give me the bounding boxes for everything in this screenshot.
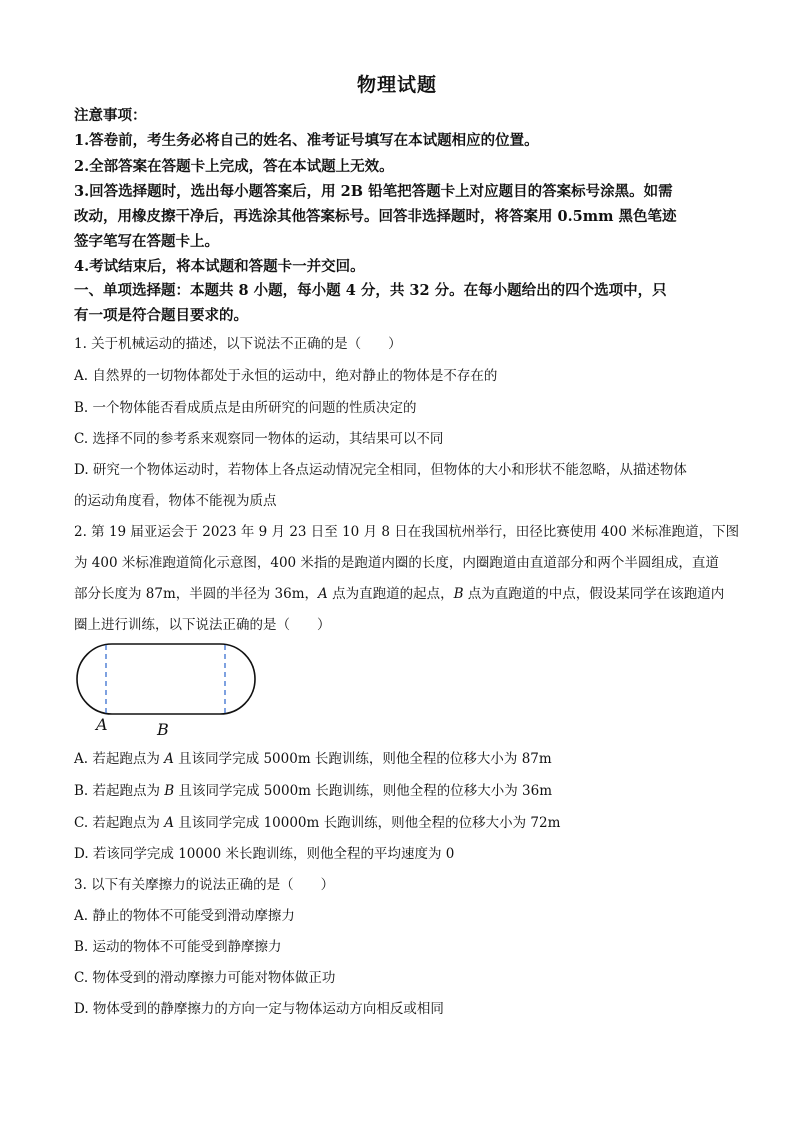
notice-item: 1.答卷前，考生务必将自己的姓名、准考证号填写在本试题相应的位置。 xyxy=(74,132,539,149)
question-1-option-d: D. 研究一个物体运动时，若物体上各点运动情况完全相同，但物体的大小和形状不能忽略，从描述物体 xyxy=(74,462,687,478)
question-2-stem: 圈上进行训练，以下说法正确的是（ ） xyxy=(74,617,331,633)
notice-item: 3.回答选择题时，选出每小题答案后，用 2B 铅笔把答题卡上对应题目的答案标号涂黑。如需 xyxy=(74,183,673,200)
question-1-option-b: B. 一个物体能否看成质点是由所研究的问题的性质决定的 xyxy=(74,400,417,416)
question-2-stem: 为 400 米标准跑道简化示意图，400 米指的是跑道内圈的长度，内圈跑道由直道部分和两个半圆组成，直道 xyxy=(74,555,719,571)
question-3-option-d: D. 物体受到的静摩擦力的方向一定与物体运动方向相反或相同 xyxy=(74,1001,444,1017)
question-3-option-b: B. 运动的物体不可能受到静摩擦力 xyxy=(74,939,282,955)
track-outline xyxy=(77,644,255,714)
point-a-label: A xyxy=(96,715,108,734)
page-title: 物理试题 xyxy=(356,74,437,96)
question-1-stem: 1. 关于机械运动的描述，以下说法不正确的是（ ） xyxy=(74,336,402,352)
notice-item: 改动，用橡皮擦干净后，再选涂其他答案标号。回答非选择题时，将答案用 0.5mm 黑色笔迹 xyxy=(74,208,677,225)
section-heading: 一、单项选择题：本题共 8 小题，每小题 4 分，共 32 分。在每小题给出的四个选项中，只 xyxy=(74,282,667,299)
question-1-option-c: C. 选择不同的参考系来观察同一物体的运动，其结果可以不同 xyxy=(74,431,444,447)
question-2-stem: 部分长度为 87m，半圆的半径为 36m，A 点为直跑道的起点，B 点为直跑道的中点，假设某同学在该跑道内 xyxy=(74,586,725,602)
question-3-stem: 3. 以下有关摩擦力的说法正确的是（ ） xyxy=(74,877,335,893)
question-2-stem: 2. 第 19 届亚运会于 2023 年 9 月 23 日至 10 月 8 日在我国杭州举行，田径比赛使用 400 米标准跑道，下图 xyxy=(74,524,740,540)
point-b-label: B xyxy=(157,720,169,739)
notice-item: 签字笔写在答题卡上。 xyxy=(74,233,219,250)
running-track-diagram xyxy=(70,640,270,740)
question-3-option-a: A. 静止的物体不可能受到滑动摩擦力 xyxy=(74,908,295,924)
question-2-option-d: D. 若该同学完成 10000 米长跑训练，则他全程的平均速度为 0 xyxy=(74,846,455,862)
question-2-option-c: C. 若起跑点为 A 且该同学完成 10000m 长跑训练，则他全程的位移大小为 72m xyxy=(74,815,561,831)
question-1-option-a: A. 自然界的一切物体都处于永恒的运动中，绝对静止的物体是不存在的 xyxy=(74,368,498,384)
notice-heading: 注意事项： xyxy=(74,107,147,124)
section-heading: 有一项是符合题目要求的。 xyxy=(74,307,248,324)
notice-item: 4.考试结束后，将本试题和答题卡一并交回。 xyxy=(74,258,365,275)
question-3-option-c: C. 物体受到的滑动摩擦力可能对物体做正功 xyxy=(74,970,336,986)
question-2-option-a: A. 若起跑点为 A 且该同学完成 5000m 长跑训练，则他全程的位移大小为 87m xyxy=(74,751,552,767)
notice-item: 2.全部答案在答题卡上完成，答在本试题上无效。 xyxy=(74,158,394,175)
question-1-option-d-cont: 的运动角度看，物体不能视为质点 xyxy=(74,493,277,509)
question-2-option-b: B. 若起跑点为 B 且该同学完成 5000m 长跑训练，则他全程的位移大小为 36m xyxy=(74,783,553,799)
